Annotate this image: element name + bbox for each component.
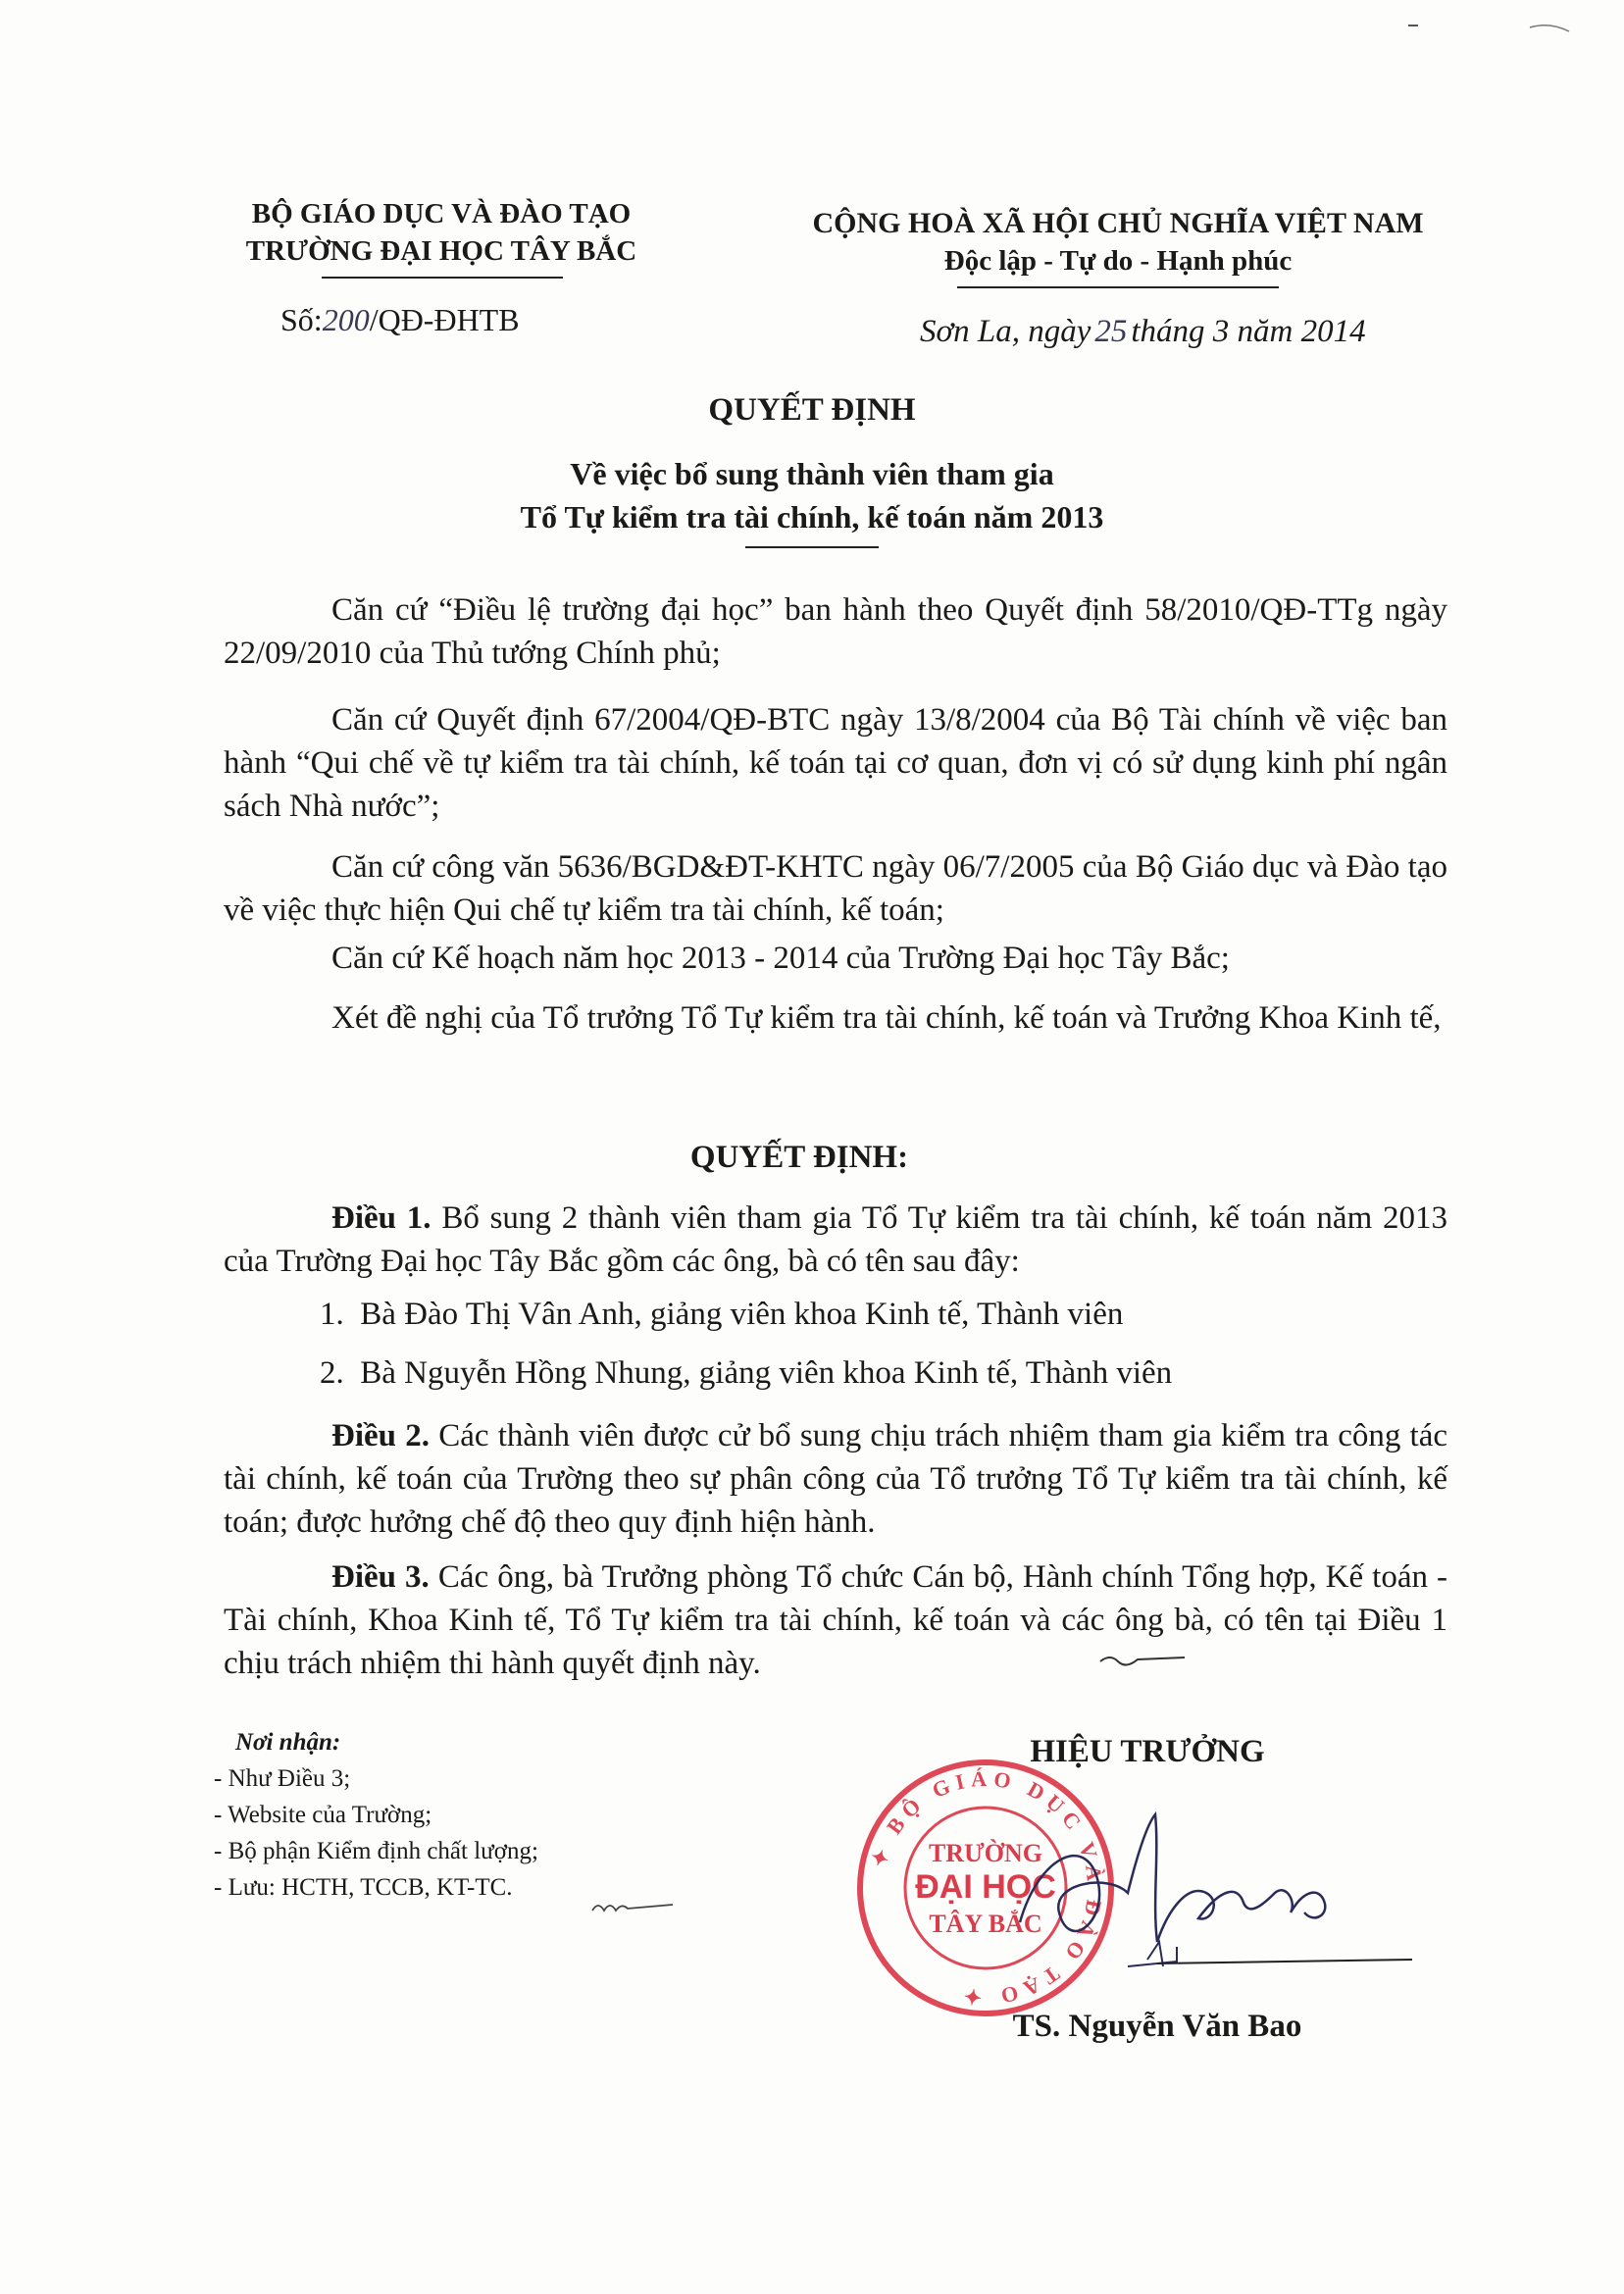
article-1-label: Điều 1.: [331, 1200, 431, 1236]
member-text: Bà Đào Thị Vân Anh, giảng viên khoa Kinh tế, Thành viên: [360, 1297, 1124, 1332]
subtitle-rule: [745, 546, 879, 548]
school-name: TRƯỜNG ĐẠI HỌC TÂY BẮC: [245, 235, 637, 267]
recipient-item: - Lưu: HCTH, TCCB, KT-TC.: [214, 1874, 513, 1901]
member-number: 2.: [320, 1355, 344, 1391]
article-3: [224, 1555, 1447, 1685]
recipient-item: - Như Điều 3;: [214, 1765, 351, 1792]
subtitle-line-2: Tổ Tự kiểm tra tài chính, kế toán năm 2013: [520, 499, 1104, 535]
member-number: 1.: [320, 1297, 344, 1332]
member-item-2: [320, 1355, 1172, 1392]
article-2-text: Các thành viên được cử bổ sung chịu trách nhiệm tham gia kiểm tra công tác tài chính, kế toán của Trường theo sự phân công của Tổ trưởng Tổ Tự kiểm tra tài chính, kế toán; được hưởng chế độ theo quy định hiện hành.: [224, 1418, 1448, 1540]
header-right-rule: [957, 286, 1279, 288]
handwritten-signature: [981, 1795, 1412, 2001]
preamble-1: Căn cứ “Điều lệ trường đại học” ban hành theo Quyết định 58/2010/QĐ-TTg ngày 22/09/2010 của Thủ tướng Chính phủ;: [224, 592, 1447, 671]
svg-text:TRƯỜNG: TRƯỜNG: [928, 1839, 1043, 1867]
number-handwritten: 200: [322, 302, 370, 337]
article-2: [224, 1414, 1447, 1544]
svg-text:TÂY BẮC: TÂY BẮC: [929, 1910, 1042, 1938]
recipient-item: - Bộ phận Kiểm định chất lượng;: [214, 1838, 538, 1864]
article-1-text: Bổ sung 2 thành viên tham gia Tổ Tự kiểm tra tài chính, kế toán năm 2013 của Trường Đại học Tây Bắc gồm các ông, bà có tên sau đây:: [224, 1200, 1448, 1279]
preamble-2: Căn cứ Quyết định 67/2004/QĐ-BTC ngày 13/8/2004 của Bộ Tài chính về việc ban hành “Qui chế về tự kiểm tra tài chính, kế toán tại cơ quan, đơn vị có sử dụng kinh phí ngân sách Nhà nước”;: [224, 702, 1447, 824]
signer-role: HIỆU TRƯỞNG: [1030, 1734, 1265, 1769]
recipient-item: - Website của Trường;: [214, 1802, 432, 1828]
republic-name: CỘNG HOÀ XÃ HỘI CHỦ NGHĨA VIỆT NAM: [812, 207, 1424, 239]
initials-scribble: [588, 1895, 677, 1918]
preamble-5: Xét đề nghị của Tổ trưởng Tổ Tự kiểm tra tài chính, kế toán và Trưởng Khoa Kinh tế,: [331, 1000, 1442, 1036]
ministry-name: BỘ GIÁO DỤC VÀ ĐÀO TẠO: [251, 198, 632, 229]
article-3-text: Các ông, bà Trưởng phòng Tổ chức Cán bộ, Hành chính Tổng hợp, Kế toán - Tài chính, Khoa Kinh tế, Tổ Tự kiểm tra tài chính, kế toán và các ông bà, có tên tại Điều 1 chịu trách nhiệm thi hành quyết định này.: [224, 1559, 1448, 1681]
decision-heading: QUYẾT ĐỊNH:: [689, 1140, 909, 1175]
number-suffix: /QĐ-ĐHTB: [369, 302, 520, 337]
subtitle-line-1: Về việc bổ sung thành viên tham gia: [570, 456, 1054, 491]
preamble-3: Căn cứ công văn 5636/BGD&ĐT-KHTC ngày 06/7/2005 của Bộ Giáo dục và Đào tạo về việc thực hiện Qui chế tự kiểm tra tài chính, kế toán;: [224, 849, 1447, 928]
member-item-1: [320, 1297, 1123, 1333]
closing-flourish: [1098, 1650, 1187, 1669]
svg-text:✦ BỘ GIÁO DỤC VÀ ĐÀO TẠO ✦: ✦ BỘ GIÁO DỤC VÀ ĐÀO TẠO ✦: [866, 1765, 1108, 2011]
header-left-rule: [322, 277, 563, 279]
scan-mark: [1402, 14, 1599, 43]
document-title: QUYẾT ĐỊNH: [708, 392, 916, 428]
signer-name: TS. Nguyễn Văn Bao: [1012, 2009, 1302, 2044]
issue-date: [920, 314, 1366, 350]
article-1: [224, 1197, 1447, 1283]
document-number: [280, 302, 520, 338]
recipients-block: [214, 1724, 538, 1906]
date-prefix: Sơn La, ngày: [920, 314, 1091, 349]
recipients-heading: Nơi nhận:: [235, 1729, 341, 1756]
article-2-label: Điều 2.: [331, 1418, 430, 1453]
national-motto: Độc lập - Tự do - Hạnh phúc: [943, 245, 1293, 277]
preamble-4: Căn cứ Kế hoạch năm học 2013 - 2014 của Trường Đại học Tây Bắc;: [331, 941, 1230, 976]
date-suffix: tháng 3 năm 2014: [1131, 314, 1366, 349]
svg-text:ĐẠI HỌC: ĐẠI HỌC: [915, 1868, 1056, 1906]
number-prefix: Số:: [280, 302, 323, 337]
member-text: Bà Nguyễn Hồng Nhung, giảng viên khoa Kinh tế, Thành viên: [360, 1355, 1173, 1391]
date-day-handwritten: 25: [1094, 314, 1128, 349]
article-3-label: Điều 3.: [331, 1559, 430, 1595]
